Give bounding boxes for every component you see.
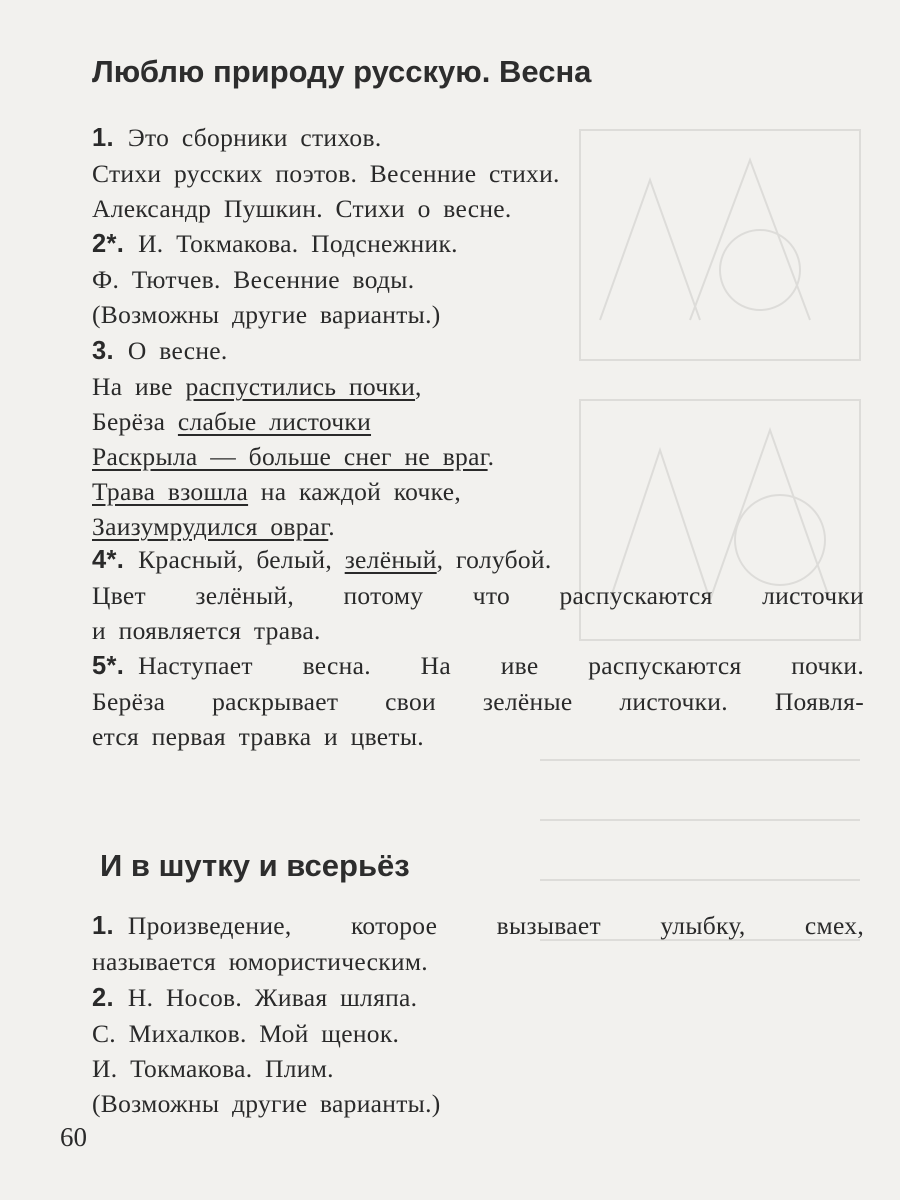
answer-line: Это сборники стихов. — [127, 123, 382, 152]
task-1 — [92, 120, 560, 226]
task-2-humor — [92, 980, 441, 1121]
task-number: 2*. — [92, 230, 125, 258]
answer-line: Цвет зелёный, потому что распускаются листочки — [92, 581, 864, 610]
task-3 — [92, 333, 494, 544]
poem-line: Берёза слабые листочки — [92, 407, 372, 436]
page-number: 60 — [60, 1122, 87, 1152]
underlined-phrase: Заизумрудился овраг — [92, 512, 329, 541]
answer-line: и появляется трава. — [92, 616, 321, 645]
answer-line: ется первая травка и цветы. — [92, 722, 424, 751]
section-title-spring: Люблю природу русскую. Весна — [92, 54, 592, 89]
answer-line: называется юмористическим. — [92, 947, 428, 976]
task-number: 5*. — [92, 652, 125, 680]
task-number: 1. — [92, 912, 114, 940]
answer-line: О весне. — [127, 336, 228, 365]
underlined-phrase: Раскрыла — больше снег не враг — [92, 442, 488, 471]
task-number: 3. — [92, 337, 114, 365]
answer-line: С. Михалков. Мой щенок. — [92, 1019, 400, 1048]
answer-line: (Возможны другие варианты.) — [92, 1089, 441, 1118]
task-5 — [92, 648, 864, 754]
underlined-phrase: слабые листочки — [177, 407, 372, 436]
answer-line: И. Токмакова. Подснежник. — [138, 229, 458, 258]
poem-line: На иве распустились почки, — [92, 372, 422, 401]
answer-line: Ф. Тютчев. Весенние воды. — [92, 265, 415, 294]
task-4: 4*. Красный, белый, зелёный, голубой. Цвет зелёный, потому что распускаются листочки и появляется трава. — [92, 542, 864, 648]
poem-line: Раскрыла — больше снег не враг. — [92, 442, 495, 471]
task-number: 1. — [92, 124, 114, 152]
answer-line: Александр Пушкин. Стихи о весне. — [92, 194, 512, 223]
underlined-phrase: распустились почки — [185, 372, 416, 401]
answer-line: Н. Носов. Живая шляпа. — [127, 983, 418, 1012]
answer-line: Стихи русских поэтов. Весенние стихи. — [92, 159, 560, 188]
answer-line: И. Токмакова. Плим. — [92, 1054, 334, 1083]
answer-line: Берёза раскрывает свои зелёные листочки. Появля- — [92, 687, 864, 716]
answer-line: Наступает весна. На иве распускаются почки. — [138, 651, 864, 680]
underlined-phrase: Трава взошла — [92, 477, 249, 506]
underlined-word: зелёный — [344, 545, 437, 574]
poem-line: Трава взошла на каждой кочке, — [92, 477, 462, 506]
task-number: 2. — [92, 984, 114, 1012]
section-title-humor: И в шутку и всерьёз — [100, 848, 410, 883]
task-number: 4*. — [92, 546, 125, 574]
poem-line: Заизумрудился овраг. — [92, 512, 335, 541]
answer-line: Произведение, которое вызывает улыбку, смех, — [127, 911, 864, 940]
answer-line: (Возможны другие варианты.) — [92, 300, 441, 329]
task-2 — [92, 226, 458, 332]
task-1-humor — [92, 908, 864, 979]
